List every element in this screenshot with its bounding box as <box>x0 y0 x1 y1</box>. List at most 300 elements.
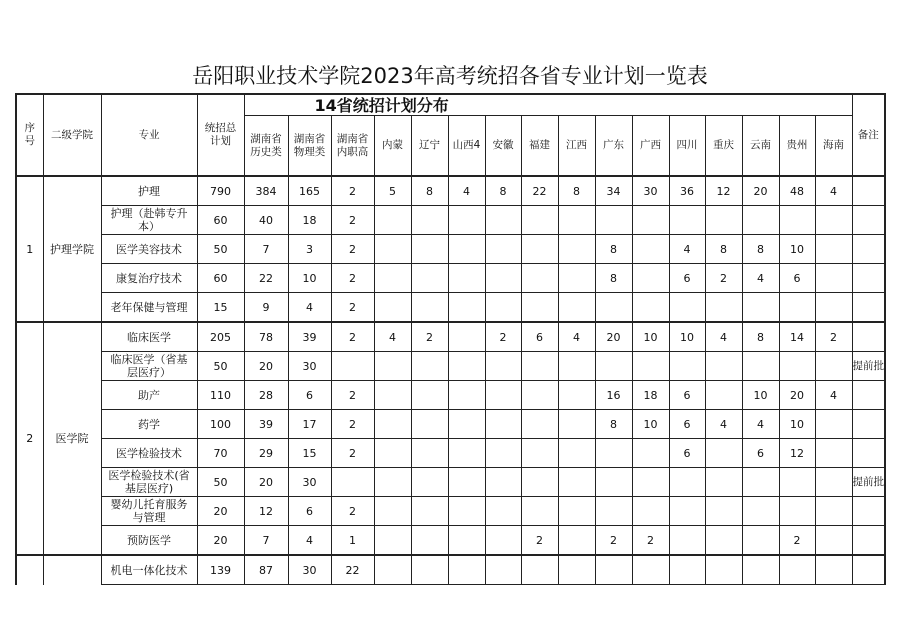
seq-cell <box>16 555 43 585</box>
table-row <box>16 322 885 352</box>
plan-value-cell: 4 <box>288 293 331 323</box>
major-cell: 药学 <box>101 410 197 439</box>
plan-value-cell: 2 <box>485 322 521 352</box>
plan-value-cell: 4 <box>669 235 705 264</box>
major-cell: 临床医学 <box>101 322 197 352</box>
plan-value-cell <box>558 264 595 293</box>
major-cell: 临床医学（省基层医疗） <box>101 352 197 381</box>
plan-value-cell <box>669 293 705 323</box>
plan-value-cell: 22 <box>331 555 374 585</box>
plan-value-cell: 22 <box>521 176 558 206</box>
plan-value-cell: 2 <box>331 410 374 439</box>
table-row <box>16 526 885 556</box>
plan-value-cell <box>595 293 632 323</box>
page-title: 岳阳职业技术学院2023年高考统招各省专业计划一览表 <box>192 64 708 88</box>
plan-value-cell <box>815 526 852 556</box>
plan-value-cell <box>669 497 705 526</box>
plan-value-cell <box>705 526 742 556</box>
plan-value-cell <box>411 439 448 468</box>
plan-value-cell <box>632 497 669 526</box>
plan-value-cell <box>374 439 411 468</box>
plan-value-cell: 20 <box>244 352 288 381</box>
plan-value-cell: 2 <box>521 526 558 556</box>
plan-value-cell <box>448 322 485 352</box>
header-total: 统招总计划 <box>197 94 244 176</box>
major-cell: 预防医学 <box>101 526 197 556</box>
table-row <box>16 206 885 235</box>
enrollment-plan-table <box>15 93 886 585</box>
plan-value-cell <box>448 381 485 410</box>
plan-value-cell: 18 <box>632 381 669 410</box>
plan-value-cell <box>595 468 632 497</box>
plan-value-cell <box>705 293 742 323</box>
plan-value-cell <box>448 352 485 381</box>
total-cell: 70 <box>197 439 244 468</box>
major-cell: 医学美容技术 <box>101 235 197 264</box>
plan-value-cell <box>521 381 558 410</box>
plan-value-cell <box>485 468 521 497</box>
plan-value-cell <box>521 468 558 497</box>
plan-value-cell <box>595 439 632 468</box>
note-cell <box>852 497 885 526</box>
plan-value-cell <box>558 206 595 235</box>
plan-value-cell <box>485 497 521 526</box>
plan-value-cell: 2 <box>595 526 632 556</box>
plan-value-cell <box>705 352 742 381</box>
plan-value-cell: 18 <box>288 206 331 235</box>
plan-value-cell: 10 <box>288 264 331 293</box>
plan-value-cell: 8 <box>595 235 632 264</box>
plan-value-cell <box>374 352 411 381</box>
plan-value-cell <box>595 206 632 235</box>
total-cell: 50 <box>197 235 244 264</box>
plan-value-cell <box>448 410 485 439</box>
plan-value-cell <box>411 381 448 410</box>
header-distribution-group: 14省统招计划分布 <box>244 94 852 116</box>
plan-value-cell: 9 <box>244 293 288 323</box>
major-cell: 护理 <box>101 176 197 206</box>
plan-value-cell <box>521 235 558 264</box>
plan-value-cell: 2 <box>331 264 374 293</box>
plan-value-cell: 2 <box>331 235 374 264</box>
major-cell: 护理（赴韩专升本） <box>101 206 197 235</box>
total-cell: 205 <box>197 322 244 352</box>
plan-value-cell: 4 <box>815 176 852 206</box>
plan-value-cell <box>632 206 669 235</box>
plan-value-cell <box>374 410 411 439</box>
plan-value-cell <box>411 497 448 526</box>
plan-value-cell <box>632 352 669 381</box>
total-cell: 50 <box>197 352 244 381</box>
plan-value-cell <box>558 410 595 439</box>
college-cell: 医学院 <box>43 322 101 555</box>
plan-value-cell <box>669 555 705 585</box>
plan-value-cell <box>815 468 852 497</box>
plan-value-cell: 10 <box>632 322 669 352</box>
note-cell <box>852 176 885 206</box>
table-row <box>16 468 885 497</box>
plan-value-cell <box>485 381 521 410</box>
plan-value-cell <box>742 555 779 585</box>
table-row <box>16 352 885 381</box>
plan-value-cell <box>448 264 485 293</box>
plan-value-cell <box>374 264 411 293</box>
plan-value-cell <box>742 526 779 556</box>
plan-value-cell: 6 <box>669 410 705 439</box>
header-province: 广东 <box>595 116 632 177</box>
total-cell: 20 <box>197 497 244 526</box>
major-cell: 医学检验技术(省基层医疗) <box>101 468 197 497</box>
plan-value-cell <box>669 206 705 235</box>
plan-value-cell: 10 <box>742 381 779 410</box>
plan-value-cell <box>779 555 815 585</box>
plan-value-cell: 48 <box>779 176 815 206</box>
plan-value-cell <box>485 352 521 381</box>
plan-value-cell: 34 <box>595 176 632 206</box>
plan-value-cell <box>521 555 558 585</box>
plan-value-cell <box>374 206 411 235</box>
header-province: 湖南省历史类 <box>244 116 288 177</box>
plan-value-cell <box>632 264 669 293</box>
plan-value-cell <box>374 293 411 323</box>
header-province: 湖南省内职高 <box>331 116 374 177</box>
plan-value-cell: 30 <box>288 468 331 497</box>
plan-value-cell <box>705 206 742 235</box>
plan-value-cell: 39 <box>244 410 288 439</box>
plan-value-cell <box>815 439 852 468</box>
note-cell <box>852 439 885 468</box>
plan-value-cell <box>742 206 779 235</box>
plan-value-cell: 165 <box>288 176 331 206</box>
header-province: 山西4 <box>448 116 485 177</box>
plan-value-cell <box>485 555 521 585</box>
plan-value-cell <box>411 555 448 585</box>
total-cell: 20 <box>197 526 244 556</box>
plan-value-cell <box>558 497 595 526</box>
plan-value-cell: 5 <box>374 176 411 206</box>
plan-value-cell: 17 <box>288 410 331 439</box>
plan-value-cell: 2 <box>331 497 374 526</box>
plan-value-cell <box>411 264 448 293</box>
note-cell <box>852 206 885 235</box>
plan-value-cell: 10 <box>632 410 669 439</box>
table-row <box>16 439 885 468</box>
plan-value-cell <box>374 468 411 497</box>
plan-value-cell: 30 <box>288 352 331 381</box>
header-province: 重庆 <box>705 116 742 177</box>
plan-value-cell <box>485 293 521 323</box>
college-cell <box>43 555 101 585</box>
plan-value-cell <box>742 352 779 381</box>
plan-value-cell: 4 <box>558 322 595 352</box>
plan-value-cell: 6 <box>669 381 705 410</box>
total-cell: 60 <box>197 206 244 235</box>
total-cell: 790 <box>197 176 244 206</box>
major-cell: 机电一体化技术 <box>101 555 197 585</box>
plan-value-cell <box>448 293 485 323</box>
plan-value-cell: 4 <box>815 381 852 410</box>
plan-value-cell <box>779 468 815 497</box>
plan-value-cell <box>632 235 669 264</box>
plan-value-cell <box>815 264 852 293</box>
plan-value-cell: 8 <box>558 176 595 206</box>
plan-value-cell <box>558 526 595 556</box>
plan-value-cell <box>411 410 448 439</box>
plan-value-cell: 39 <box>288 322 331 352</box>
plan-value-cell <box>521 410 558 439</box>
college-cell: 护理学院 <box>43 176 101 322</box>
plan-value-cell <box>558 555 595 585</box>
plan-value-cell <box>448 468 485 497</box>
plan-value-cell <box>815 206 852 235</box>
plan-value-cell <box>705 555 742 585</box>
plan-value-cell <box>705 497 742 526</box>
plan-value-cell: 8 <box>705 235 742 264</box>
total-cell: 50 <box>197 468 244 497</box>
plan-value-cell <box>779 293 815 323</box>
plan-value-cell <box>742 497 779 526</box>
note-cell <box>852 555 885 585</box>
major-cell: 助产 <box>101 381 197 410</box>
plan-value-cell <box>485 410 521 439</box>
table-row <box>16 264 885 293</box>
plan-value-cell: 7 <box>244 526 288 556</box>
note-cell: 提前批 <box>852 468 885 497</box>
plan-value-cell <box>742 293 779 323</box>
plan-value-cell: 28 <box>244 381 288 410</box>
note-cell <box>852 526 885 556</box>
table-row <box>16 555 885 585</box>
header-province: 广西 <box>632 116 669 177</box>
plan-value-cell: 14 <box>779 322 815 352</box>
plan-value-cell: 7 <box>244 235 288 264</box>
plan-value-cell <box>521 293 558 323</box>
plan-value-cell <box>485 264 521 293</box>
plan-value-cell: 22 <box>244 264 288 293</box>
plan-value-cell: 8 <box>742 235 779 264</box>
header-college: 二级学院 <box>43 94 101 176</box>
note-cell <box>852 410 885 439</box>
plan-value-cell: 30 <box>288 555 331 585</box>
plan-value-cell: 4 <box>742 410 779 439</box>
plan-value-cell <box>779 206 815 235</box>
note-cell <box>852 264 885 293</box>
plan-value-cell <box>558 235 595 264</box>
plan-value-cell: 3 <box>288 235 331 264</box>
table-row <box>16 293 885 323</box>
plan-value-cell <box>779 497 815 526</box>
plan-value-cell: 6 <box>779 264 815 293</box>
plan-value-cell: 15 <box>288 439 331 468</box>
plan-value-cell: 10 <box>669 322 705 352</box>
plan-value-cell <box>632 439 669 468</box>
plan-value-cell <box>448 235 485 264</box>
plan-value-cell <box>669 526 705 556</box>
plan-value-cell <box>411 352 448 381</box>
plan-value-cell: 384 <box>244 176 288 206</box>
plan-value-cell: 2 <box>331 322 374 352</box>
table-row <box>16 176 885 206</box>
plan-value-cell: 20 <box>742 176 779 206</box>
total-cell: 60 <box>197 264 244 293</box>
header-province: 江西 <box>558 116 595 177</box>
plan-value-cell <box>558 352 595 381</box>
header-major: 专业 <box>101 94 197 176</box>
table-row <box>16 410 885 439</box>
plan-value-cell: 4 <box>705 322 742 352</box>
major-cell: 老年保健与管理 <box>101 293 197 323</box>
plan-value-cell: 8 <box>595 410 632 439</box>
total-cell: 139 <box>197 555 244 585</box>
plan-value-cell: 8 <box>595 264 632 293</box>
plan-value-cell: 36 <box>669 176 705 206</box>
note-cell: 提前批 <box>852 352 885 381</box>
plan-value-cell <box>815 235 852 264</box>
major-cell: 婴幼儿托育服务与管理 <box>101 497 197 526</box>
plan-value-cell: 40 <box>244 206 288 235</box>
plan-value-cell <box>558 439 595 468</box>
plan-value-cell <box>331 352 374 381</box>
plan-value-cell <box>374 497 411 526</box>
plan-value-cell <box>411 468 448 497</box>
plan-value-cell <box>448 555 485 585</box>
plan-value-cell: 2 <box>632 526 669 556</box>
plan-value-cell <box>448 439 485 468</box>
plan-value-cell <box>411 526 448 556</box>
plan-value-cell: 87 <box>244 555 288 585</box>
plan-value-cell <box>632 468 669 497</box>
plan-value-cell <box>595 555 632 585</box>
plan-value-cell <box>632 293 669 323</box>
plan-value-cell: 6 <box>742 439 779 468</box>
plan-value-cell <box>485 526 521 556</box>
plan-value-cell: 2 <box>411 322 448 352</box>
plan-value-cell: 4 <box>288 526 331 556</box>
plan-value-cell: 30 <box>632 176 669 206</box>
plan-value-cell <box>815 497 852 526</box>
plan-value-cell <box>779 352 815 381</box>
plan-value-cell: 16 <box>595 381 632 410</box>
plan-value-cell <box>632 555 669 585</box>
table-row <box>16 497 885 526</box>
header-province: 海南 <box>815 116 852 177</box>
plan-value-cell: 29 <box>244 439 288 468</box>
plan-value-cell <box>558 381 595 410</box>
plan-value-cell <box>705 381 742 410</box>
plan-value-cell <box>374 235 411 264</box>
plan-value-cell <box>411 206 448 235</box>
seq-cell: 2 <box>16 322 43 555</box>
plan-value-cell <box>521 206 558 235</box>
plan-value-cell <box>521 264 558 293</box>
plan-value-cell <box>448 206 485 235</box>
header-province: 贵州 <box>779 116 815 177</box>
header-seq: 序号 <box>16 94 43 176</box>
plan-value-cell <box>815 410 852 439</box>
plan-value-cell <box>374 381 411 410</box>
plan-value-cell: 6 <box>288 497 331 526</box>
plan-value-cell: 12 <box>244 497 288 526</box>
plan-value-cell: 2 <box>331 293 374 323</box>
header-province: 湖南省物理类 <box>288 116 331 177</box>
plan-value-cell: 6 <box>521 322 558 352</box>
total-cell: 15 <box>197 293 244 323</box>
header-province: 四川 <box>669 116 705 177</box>
major-cell: 医学检验技术 <box>101 439 197 468</box>
header-province: 辽宁 <box>411 116 448 177</box>
plan-value-cell: 2 <box>331 439 374 468</box>
plan-value-cell <box>815 555 852 585</box>
plan-value-cell <box>815 293 852 323</box>
table-row <box>16 381 885 410</box>
plan-value-cell: 4 <box>742 264 779 293</box>
plan-value-cell: 2 <box>705 264 742 293</box>
note-cell <box>852 235 885 264</box>
plan-value-cell: 10 <box>779 235 815 264</box>
seq-cell: 1 <box>16 176 43 322</box>
plan-value-cell <box>411 235 448 264</box>
header-province: 云南 <box>742 116 779 177</box>
header-province: 福建 <box>521 116 558 177</box>
plan-value-cell: 8 <box>742 322 779 352</box>
header-province: 安徽 <box>485 116 521 177</box>
header-row <box>16 94 885 116</box>
plan-value-cell <box>521 439 558 468</box>
plan-value-cell: 2 <box>331 206 374 235</box>
plan-value-cell: 2 <box>815 322 852 352</box>
plan-value-cell <box>815 352 852 381</box>
plan-value-cell: 2 <box>331 381 374 410</box>
plan-value-cell <box>669 352 705 381</box>
plan-value-cell <box>485 235 521 264</box>
plan-value-cell: 4 <box>374 322 411 352</box>
plan-value-cell <box>448 526 485 556</box>
plan-value-cell: 6 <box>669 264 705 293</box>
plan-value-cell <box>669 468 705 497</box>
plan-value-cell: 8 <box>411 176 448 206</box>
plan-value-cell <box>485 206 521 235</box>
plan-value-cell: 20 <box>595 322 632 352</box>
plan-value-cell <box>558 293 595 323</box>
table-row <box>16 235 885 264</box>
header-note: 备注 <box>852 94 885 176</box>
plan-value-cell: 12 <box>705 176 742 206</box>
plan-value-cell <box>331 468 374 497</box>
plan-value-cell <box>485 439 521 468</box>
plan-value-cell <box>448 497 485 526</box>
plan-value-cell: 20 <box>779 381 815 410</box>
plan-value-cell <box>595 352 632 381</box>
plan-value-cell <box>595 497 632 526</box>
note-cell <box>852 293 885 323</box>
plan-value-cell <box>742 468 779 497</box>
plan-value-cell: 6 <box>288 381 331 410</box>
plan-value-cell <box>521 352 558 381</box>
plan-value-cell <box>521 497 558 526</box>
plan-value-cell <box>374 555 411 585</box>
plan-value-cell: 2 <box>779 526 815 556</box>
major-cell: 康复治疗技术 <box>101 264 197 293</box>
plan-value-cell: 10 <box>779 410 815 439</box>
plan-value-cell: 6 <box>669 439 705 468</box>
note-cell <box>852 381 885 410</box>
plan-value-cell <box>705 439 742 468</box>
plan-value-cell <box>705 468 742 497</box>
plan-value-cell: 12 <box>779 439 815 468</box>
plan-value-cell <box>411 293 448 323</box>
plan-value-cell <box>558 468 595 497</box>
plan-value-cell: 4 <box>448 176 485 206</box>
